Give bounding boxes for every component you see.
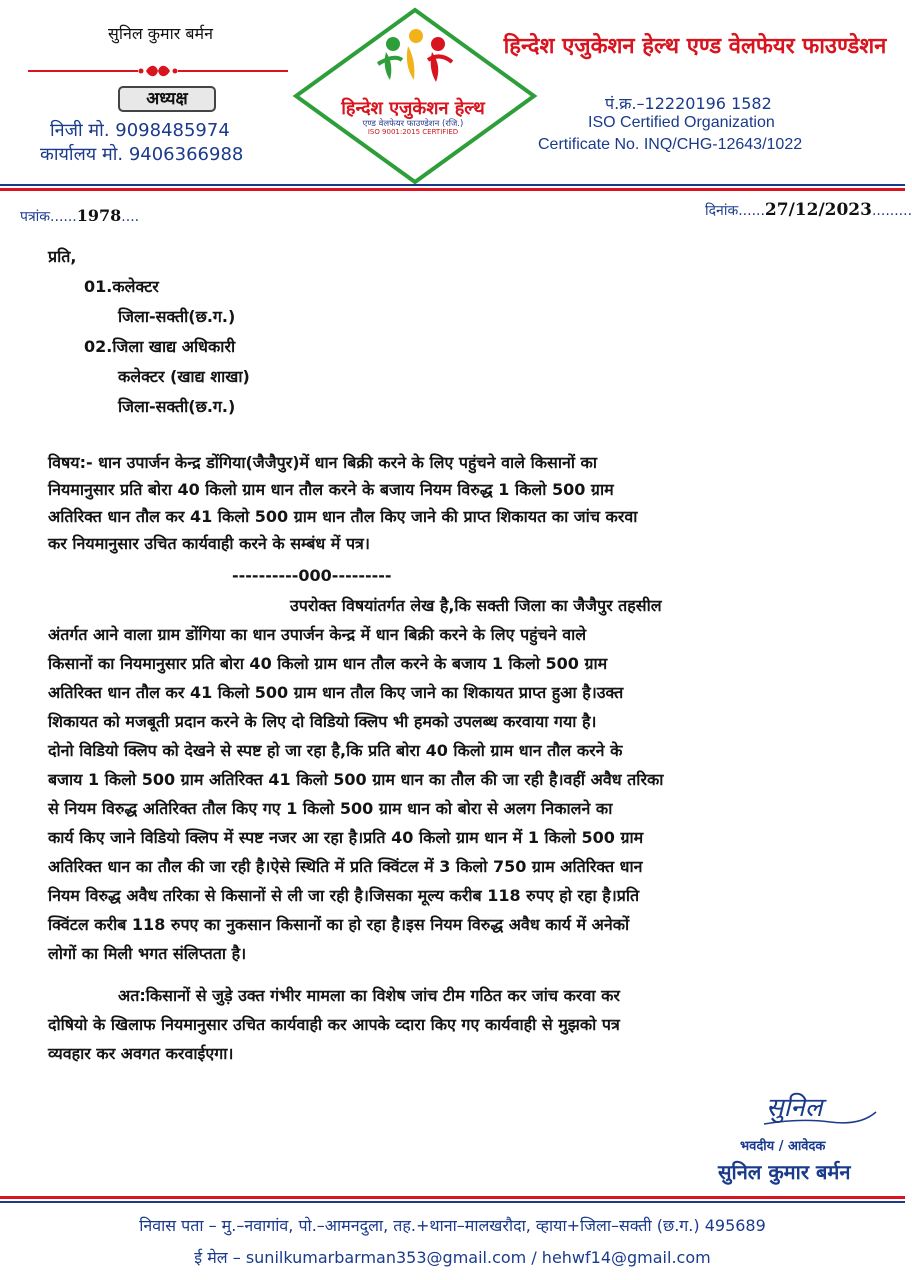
- body-line: लोगों का मिली भगत संलिप्तता है।: [48, 944, 247, 963]
- closing-line: दोषियो के खिलाफ नियमानुसार उचित कार्यवाही कर आपके व्दारा किए गए कार्यवाही से मुझको पत्र: [48, 1015, 620, 1034]
- logo-subtitle: एण्ड वेलफेयर फाउण्डेशन (रजि.): [362, 119, 464, 129]
- recipient-2-address-2: जिला-सक्ती(छ.ग.): [118, 397, 236, 416]
- signature-text: सुनिल: [766, 1093, 823, 1123]
- body-line: कार्य किए जाने विडियो क्लिप में स्पष्ट नजर आ रहा है।प्रति 40 किलो ग्राम धान में 1 किलो 500 ग्राम: [48, 828, 644, 847]
- reference-label: पत्रांक......: [20, 209, 77, 225]
- body-line: अंतर्गत आने वाला ग्राम डोंगिया का धान उपार्जन केन्द्र में धान बिक्री करने के लिए पहुंचने वाले: [48, 625, 587, 644]
- subject-line: नियमानुसार प्रति बोरा 40 किलो ग्राम धान तौल करने के बजाय नियम विरुद्ध 1 किलो 500 ग्राम: [48, 480, 614, 499]
- separator: ----------000---------: [232, 566, 392, 585]
- iso-text: ISO Certified Organization: [588, 114, 775, 131]
- salutation: प्रति,: [48, 247, 77, 266]
- closing-label: भवदीय / आवेदक: [740, 1139, 826, 1154]
- recipient-1: 01.कलेक्टर: [84, 277, 159, 296]
- footer-rule-red: [0, 1196, 905, 1199]
- certificate-number: Certificate No. INQ/CHG-12643/1022: [538, 136, 803, 153]
- closing-line: व्यवहार कर अवगत करवाईएगा।: [48, 1044, 234, 1063]
- body-line: दोनो विडियो क्लिप को देखने से स्पष्ट हो जा रहा है,कि प्रति बोरा 40 किलो ग्राम धान तौल करने के: [48, 741, 623, 760]
- logo-iso: ISO 9001:2015 CERTIFIED: [367, 128, 459, 136]
- reference-value: 1978: [76, 206, 122, 225]
- recipient-1-address: जिला-सक्ती(छ.ग.): [118, 307, 236, 326]
- registration-number: पं.क्र.–12220196 1582: [605, 94, 772, 113]
- subject-line: अतिरिक्त धान तौल कर 41 किलो 500 ग्राम धान तौल किए जाने की प्राप्त शिकायत का जांच करवा: [48, 507, 638, 526]
- header-rule-red: [0, 188, 905, 191]
- body-line: नियम विरुद्ध अवैध तरिका से किसानों से ली जा रही है।जिसका मूल्य करीब 118 रुपए हो रहा है।प्रति: [48, 886, 640, 905]
- subject-line: विषय:- धान उपार्जन केन्द्र डोंगिया(जैजैपुर)में धान बिक्री करने के लिए पहुंचने वाले किसानों का: [48, 453, 597, 472]
- footer-address: निवास पता – मु.–नवागांव, पो.–आमनदुला, तह.+थाना–मालखरौदा, व्हाया+जिला–सक्ती (छ.ग.) 495689: [139, 1216, 766, 1235]
- recipient-2-address-1: कलेक्टर (खाद्य शाखा): [118, 367, 250, 386]
- header-rule-blue: [0, 184, 905, 186]
- date-value: 27/12/2023: [764, 200, 872, 220]
- date-label: दिनांक: [705, 203, 739, 219]
- recipient-2: 02.जिला खाद्य अधिकारी: [84, 337, 236, 356]
- body-line: किसानों का नियमानुसार प्रति बोरा 40 किलो ग्राम धान तौल करने के बजाय 1 किलो 500 ग्राम: [48, 654, 608, 673]
- ornament-divider-icon: [28, 62, 288, 80]
- body-line: बजाय 1 किलो 500 ग्राम अतिरिक्त 41 किलो 500 ग्राम धान का तौल की जा रही है।वहीं अवैध तरिका: [48, 770, 664, 789]
- signatory-name: सुनिल कुमार बर्मन: [718, 1160, 851, 1184]
- reference-dots: ....: [121, 209, 140, 225]
- body-line: से नियम विरुद्ध अतिरिक्त तौल किए गए 1 किलो 500 ग्राम धान को बोरा से अलग निकालने का: [48, 799, 613, 818]
- footer-rule-blue: [0, 1201, 905, 1203]
- letter-date: दिनांक......27/12/2023.........: [705, 200, 912, 220]
- body-line: क्विंटल करीब 118 रुपए का नुकसान किसानों का हो रहा है।इस नियम विरुद्ध अवैध कार्य में अनेकों: [48, 915, 630, 934]
- subject-line: कर नियमानुसार उचित कार्यवाही करने के सम्बंध में पत्र।: [48, 534, 370, 553]
- office-phone: कार्यालय मो. 9406366988: [40, 144, 244, 165]
- body-line: अतिरिक्त धान का तौल की जा रही है।ऐसे स्थिति में प्रति क्विंटल में 3 किलो 750 ग्राम अतिरिक्त धान: [48, 857, 643, 876]
- handwritten-signature: [760, 1082, 880, 1132]
- body-line: उपरोक्त विषयांतर्गत लेख है,कि सक्ती जिला का जैजैपुर तहसील: [290, 596, 662, 615]
- reference-number: [20, 206, 139, 226]
- closing-line: अत:किसानों से जुड़े उक्त गंभीर मामला का विशेष जांच टीम गठित कर जांच करवा कर: [118, 986, 620, 1005]
- body-line: अतिरिक्त धान तौल कर 41 किलो 500 ग्राम धान तौल किए जाने का शिकायत प्राप्त हुआ है।उक्त: [48, 683, 624, 702]
- role-badge: अध्यक्ष: [118, 86, 216, 112]
- body-line: शिकायत को मजबूती प्रदान करने के लिए दो विडियो क्लिप भी हमको उपलब्ध करवाया गया है।: [48, 712, 597, 731]
- organization-name: हिन्देश एजुकेशन हेल्थ एण्ड वेलफेयर फाउण्डेशन: [503, 33, 887, 59]
- person-name: सुनिल कुमार बर्मन: [108, 24, 213, 43]
- footer-email: ई मेल – sunilkumarbarman353@gmail.com / hehwf14@gmail.com: [194, 1248, 711, 1267]
- logo-title: हिन्देश एजुकेशन हेल्थ: [341, 98, 485, 119]
- personal-phone: निजी मो. 9098485974: [50, 120, 230, 141]
